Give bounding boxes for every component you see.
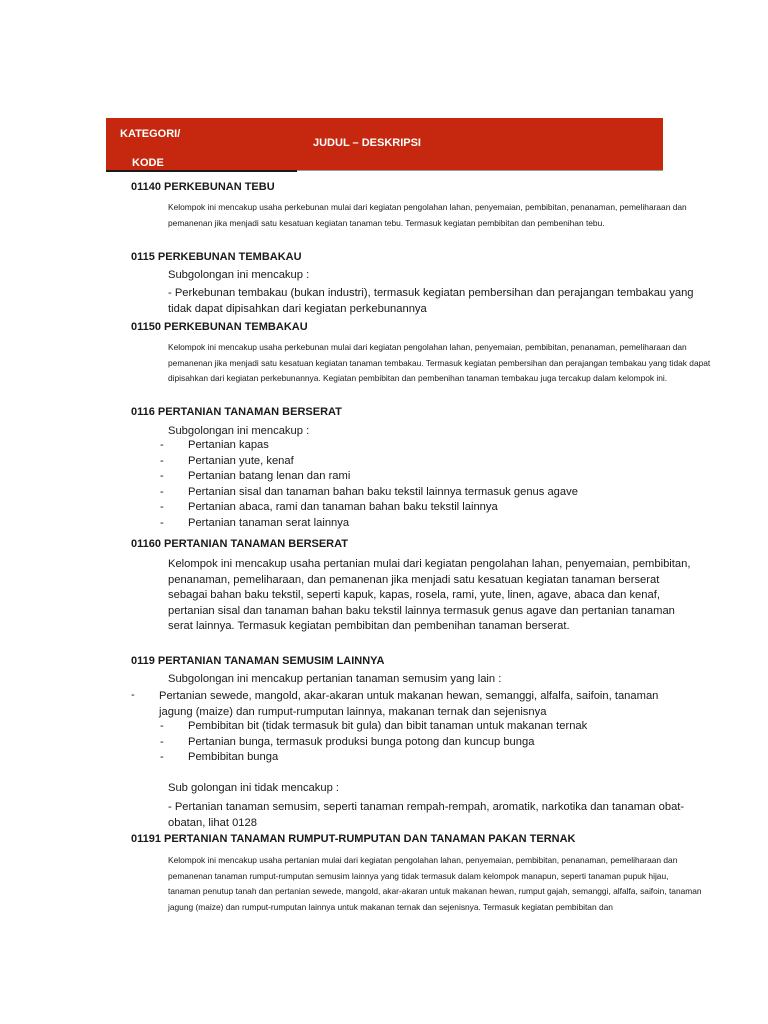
section-intro-0116: Subgolongan ini mencakup :	[168, 425, 310, 437]
header-rule-right	[297, 170, 663, 171]
header-kode: KODE	[132, 157, 164, 169]
section-intro-0115: Subgolongan ini mencakup :	[168, 269, 310, 281]
section-exclusion-intro-0119: Sub golongan ini tidak mencakup :	[168, 782, 340, 794]
header-rule-left	[106, 170, 297, 172]
section-title-01191: 01191 PERTANIAN TANAMAN RUMPUT-RUMPUTAN DAN TANAMAN PAKAN TERNAK	[131, 833, 576, 845]
section-desc-01150: Kelompok ini mencakup usaha perkebunan mulai dari kegiatan pengolahan lahan, penyemaian, pembibitan, penanaman, pemeliharaan dan pemanenan jika menjadi satu kesatuan kegiatan tanaman tembakau. Termasuk kegiatan pembersihan dan perajangan tembakau yang tidak dapat dipisahkan dari kegiatan perkebunannya. Kegiatan pembibitan dan pembenihan tanaman tembakau juga tercakup dalam kelompok ini.	[168, 342, 711, 383]
header-kategori: KATEGORI/	[120, 128, 181, 140]
section-title-01150: 01150 PERKEBUNAN TEMBAKAU	[131, 321, 308, 333]
section-desc-01191: Kelompok ini mencakup usaha pertanian mulai dari kegiatan pengolahan lahan, penyemaian, pembibitan, penanaman, pemeliharaan dan pemanenan tanaman rumput-rumputan semusim lainnya yang tidak termasuk dalam kelompok manapun, seperti tanaman pupuk hijau, tanaman penutup tanah dan pertanian sewede, mangold, akar-akaran untuk makanan hewan, rumput gajah, semanggi, alfalfa, saifoin, tanaman jagung (maize) dan rumput-rumputan lainnya untuk makanan ternak dan sejenisnya. Termasuk kegiatan pembibitan dan	[168, 855, 702, 912]
section-exclusion-item-0119: - Pertanian tanaman semusim, seperti tanaman rempah-rempah, aromatik, narkotika dan tanaman obat-obatan, lihat 0128	[168, 801, 685, 829]
table-header	[106, 118, 663, 171]
section-main-item-0119: Pertanian sewede, mangold, akar-akaran untuk makanan hewan, semanggi, alfalfa, saifoin, tanaman jagung (maize) dan rumput-rumputan lainnya, makanan ternak dan sejenisnya	[159, 690, 659, 718]
section-title-0119: 0119 PERTANIAN TANAMAN SEMUSIM LAINNYA	[131, 655, 385, 667]
header-judul: JUDUL – DESKRIPSI	[313, 137, 421, 149]
section-title-0116: 0116 PERTANIAN TANAMAN BERSERAT	[131, 406, 342, 418]
section-title-0115: 0115 PERKEBUNAN TEMBAKAU	[131, 251, 302, 263]
section-item-0115: - Perkebunan tembakau (bukan industri), termasuk kegiatan pembersihan dan perajangan tembakau yang tidak dapat dipisahkan dari kegiatan perkebunannya	[168, 287, 694, 315]
section-desc-01160: Kelompok ini mencakup usaha pertanian mulai dari kegiatan pengolahan lahan, penyemaian, pembibitan, penanaman, pemeliharaan, dan pemanenan jika menjadi satu kesatuan kegiatan tanaman berserat sebagai bahan baku tekstil, seperti kapuk, kapas, rosela, rami, yute, linen, agave, abaca dan kenaf, pertanian sisal dan tanaman bahan baku tekstil lainnya termasuk genus agave dan pertanian tanaman serat lainnya. Termasuk kegiatan pembibitan dan pembenihan tanaman berserat.	[168, 558, 691, 632]
section-title-01140: 01140 PERKEBUNAN TEBU	[131, 181, 275, 193]
section-title-01160: 01160 PERTANIAN TANAMAN BERSERAT	[131, 538, 348, 550]
section-desc-01140: Kelompok ini mencakup usaha perkebunan mulai dari kegiatan pengolahan lahan, penyemaian, pembibitan, penanaman, pemeliharaan dan pemanenan jika menjadi satu kesatuan kegiatan tanaman tebu. Termasuk kegiatan pembibitan dan pembenihan tebu.	[168, 202, 687, 228]
section-intro-0119: Subgolongan ini mencakup pertanian tanaman semusim yang lain :	[168, 673, 502, 685]
